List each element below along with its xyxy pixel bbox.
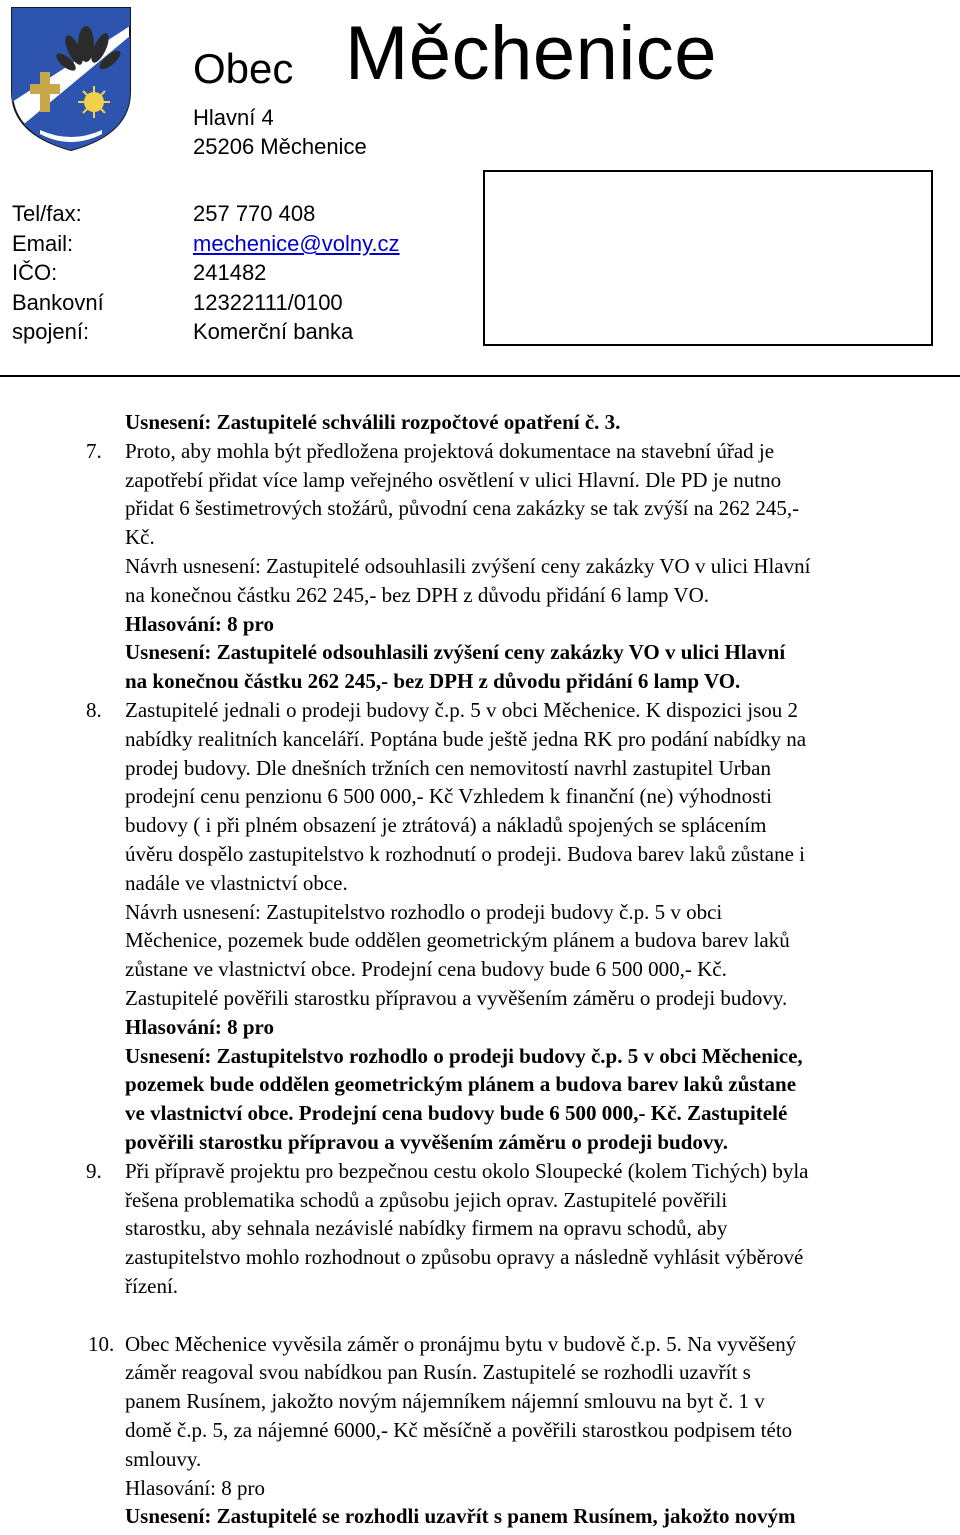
- text-line: Zastupitelé jednali o prodeji budovy č.p. 5 v obci Měchenice. K dispozici jsou 2: [125, 698, 799, 722]
- text-line: panem Rusínem, jakožto novým nájemníkem nájemní smlouvu na byt č. 1 v: [125, 1389, 765, 1413]
- text-line: budovy ( i při plném obsazení je ztrátová) a nákladů spojených se splácením: [125, 813, 767, 837]
- ico-label: IČO:: [12, 260, 58, 285]
- email-label: Email:: [12, 231, 74, 256]
- text-line: Hlasování: 8 pro: [125, 1476, 265, 1500]
- text-line: Návrh usnesení: Zastupitelé odsouhlasili zvýšení ceny zakázky VO v ulici Hlavní: [125, 554, 811, 578]
- resolution-line: pozemek bude oddělen geometrickým plánem a budova barev laků zůstane: [125, 1072, 797, 1096]
- text-line: domě č.p. 5, za nájemné 6000,- Kč měsíčně a pověřili starostkou podpisem této: [125, 1418, 793, 1442]
- text-line: prodejní cenu penzionu 6 500 000,- Kč Vzhledem k finanční (ne) výhodnosti: [125, 784, 772, 808]
- bank-account: 12322111/0100: [193, 290, 343, 315]
- text-line: nadále ve vlastnictví obce.: [125, 871, 348, 895]
- ico-value: 241482: [193, 260, 267, 285]
- text-line: Měchenice, pozemek bude oddělen geometrickým plánem a budova barev laků: [125, 928, 790, 952]
- text-line: na konečnou částku 262 245,- bez DPH z důvodu přidání 6 lamp VO.: [125, 583, 710, 607]
- text-line: zastupitelstvo mohlo rozhodnout o způsobu opravy a následně vyhlásit výběrové: [125, 1245, 804, 1269]
- resolution-line: na konečnou částku 262 245,- bez DPH z důvodu přidání 6 lamp VO.: [125, 669, 741, 693]
- header-obec-word: Obec: [193, 45, 294, 92]
- email-link[interactable]: mechenice@volny.cz: [193, 231, 400, 256]
- resolution-line: Usnesení: Zastupitelé odsouhlasili zvýšení ceny zakázky VO v ulici Hlavní: [125, 640, 786, 664]
- text-line: přidat 6 šestimetrových stožárů, původní cena zakázky se tak zvýší na 262 245,-: [125, 496, 800, 520]
- text-line: Kč.: [125, 525, 155, 549]
- text-line: nabídky realitních kanceláří. Poptána bude ještě jedna RK pro podání nabídky na: [125, 727, 807, 751]
- address-street: Hlavní 4: [193, 105, 274, 130]
- bank-name: Komerční banka: [193, 319, 354, 344]
- resolution-line: Usnesení: Zastupitelé schválili rozpočtové opatření č. 3.: [125, 410, 621, 434]
- text-line: zůstane ve vlastnictví obce. Prodejní cena budovy bude 6 500 000,- Kč.: [125, 957, 727, 981]
- text-line: Obec Měchenice vyvěsila záměr o pronájmu bytu v budově č.p. 5. Na vyvěšený: [125, 1332, 797, 1356]
- item-number: 7.: [86, 439, 102, 463]
- resolution-line: Usnesení: Zastupitelé se rozhodli uzavřít s panem Rusínem, jakožto novým: [125, 1504, 796, 1528]
- text-line: starostku, aby sehnala nezávislé nabídky firmem na opravu schodů, aby: [125, 1216, 728, 1240]
- address-postcode: 25206 Měchenice: [193, 134, 367, 159]
- town-name-title: Měchenice: [345, 11, 718, 96]
- resolution-line: Usnesení: Zastupitelstvo rozhodlo o prodeji budovy č.p. 5 v obci Měchenice,: [125, 1044, 803, 1068]
- resolution-line: pověřili starostku přípravou a vyvěšením záměru o prodeji budovy.: [125, 1130, 729, 1154]
- item-number: 9.: [86, 1159, 102, 1183]
- text-line: Zastupitelé pověřili starostku přípravou a vyvěšením záměru o prodeji budovy.: [125, 986, 788, 1010]
- text-line: Proto, aby mohla být předložena projektová dokumentace na stavební úřad je: [125, 439, 775, 463]
- text-line: úvěru dospělo zastupitelstvo k rozhodnutí o prodeji. Budova barev laků zůstane i: [125, 842, 806, 866]
- stamp-box: [483, 170, 933, 346]
- header-divider: [0, 375, 960, 377]
- coat-of-arms-icon: [10, 6, 132, 152]
- tel-value: 257 770 408: [193, 201, 316, 226]
- text-line: Návrh usnesení: Zastupitelstvo rozhodlo o prodeji budovy č.p. 5 v obci: [125, 900, 723, 924]
- item-number: 10.: [88, 1332, 115, 1356]
- bank-label-line2: spojení:: [12, 319, 90, 344]
- item-number: 8.: [86, 698, 102, 722]
- text-line: záměr reagoval svou nabídkou pan Rusín. Zastupitelé se rozhodli uzavřít s: [125, 1360, 751, 1384]
- text-line: smlouvy.: [125, 1447, 202, 1471]
- text-line: zapotřebí přidat více lamp veřejného osvětlení v ulici Hlavní. Dle PD je nutno: [125, 468, 782, 492]
- text-line: řešena problematika schodů a způsobu jejich oprav. Zastupitelé pověřili: [125, 1188, 728, 1212]
- text-line: řízení.: [125, 1274, 179, 1298]
- resolution-line: Hlasování: 8 pro: [125, 1015, 274, 1039]
- tel-label: Tel/fax:: [12, 201, 82, 226]
- text-line: Při přípravě projektu pro bezpečnou cestu okolo Sloupecké (kolem Tichých) byla: [125, 1159, 809, 1183]
- text-line: prodej budovy. Dle dnešních tržních cen nemovitostí navrhl zastupitel Urban: [125, 756, 771, 780]
- resolution-line: ve vlastnictví obce. Prodejní cena budovy bude 6 500 000,- Kč. Zastupitelé: [125, 1101, 788, 1125]
- resolution-line: Hlasování: 8 pro: [125, 612, 274, 636]
- bank-label-line1: Bankovní: [12, 290, 104, 315]
